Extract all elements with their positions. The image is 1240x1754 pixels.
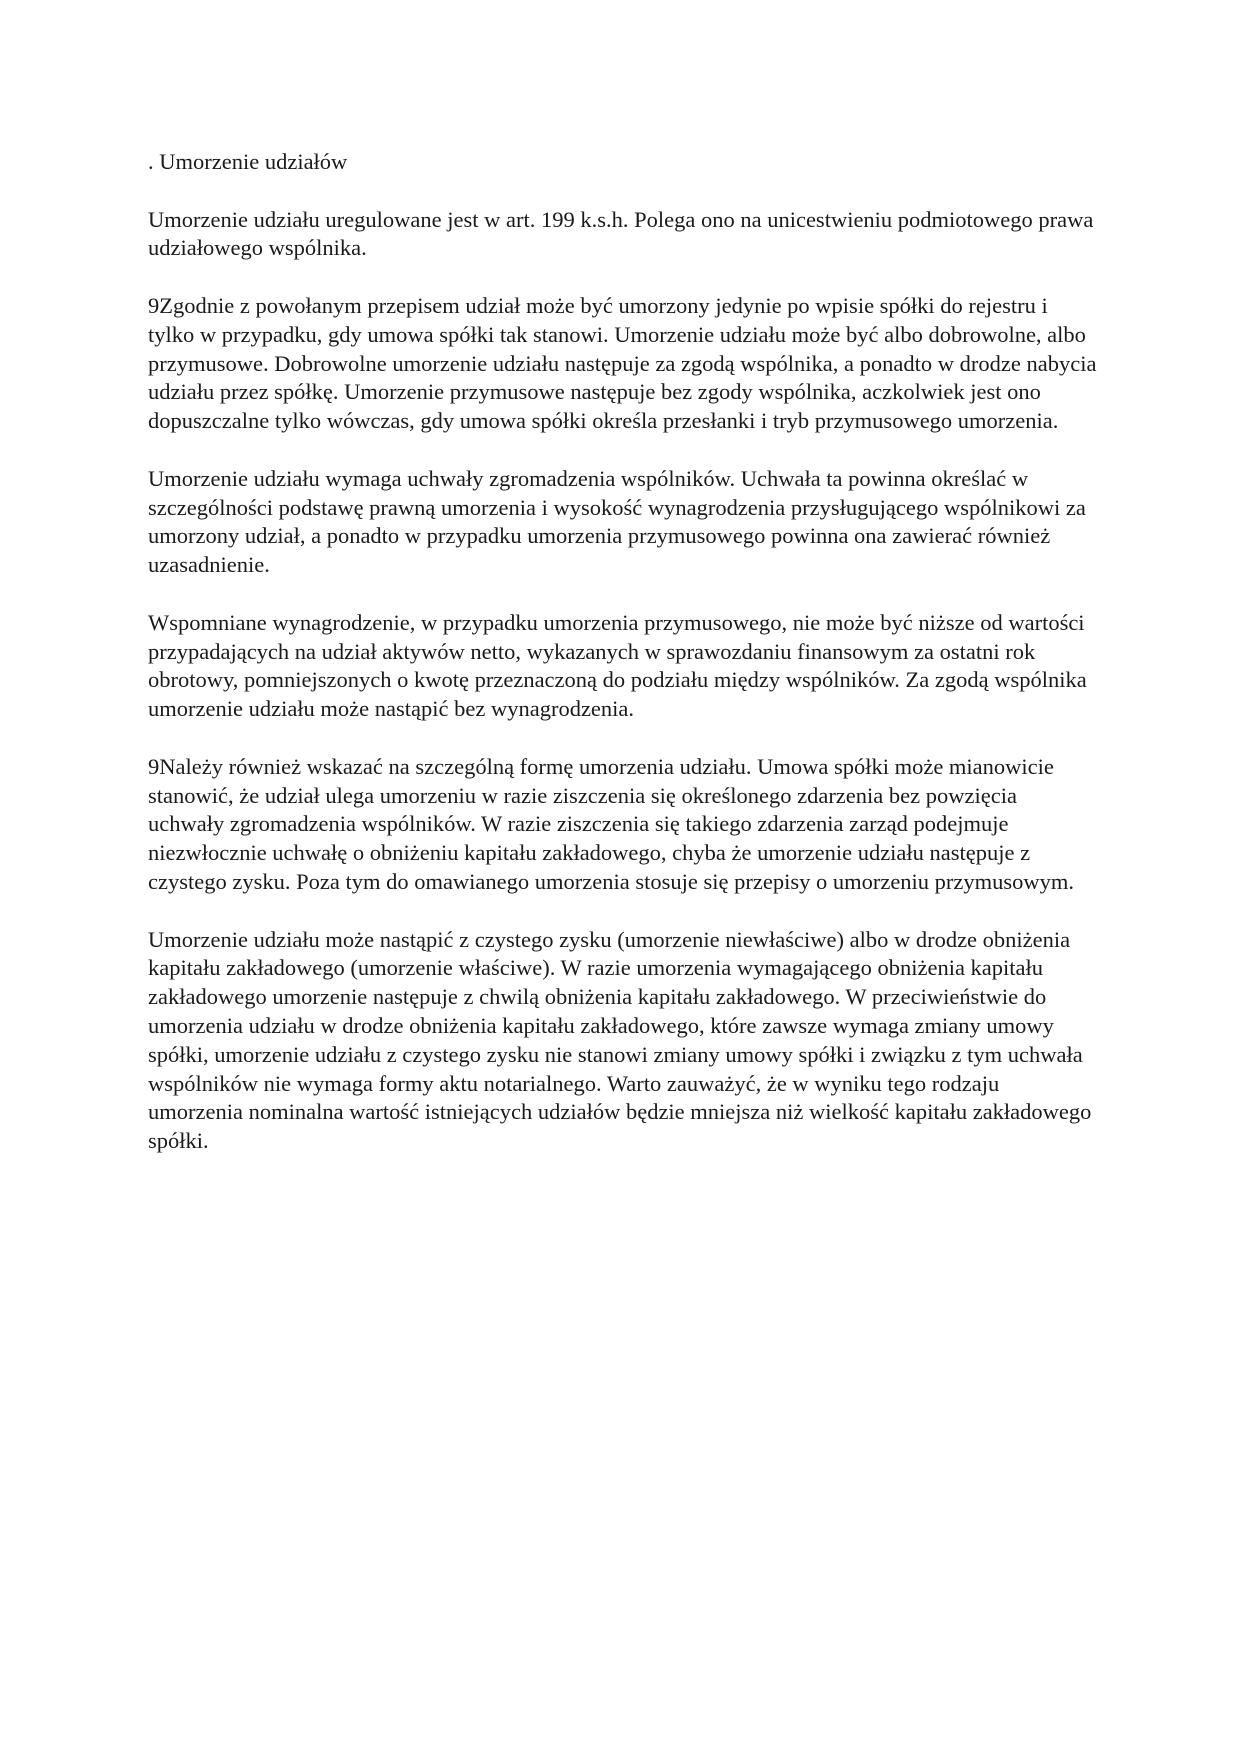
paragraph-3: Umorzenie udziału wymaga uchwały zgromadzenia wspólników. Uchwała ta powinna określać w szczególności podstawę prawną umorzenia i wysokość wynagrodzenia przysługującego wspólnikowi za umorzony udział, a ponadto w przypadku umorzenia przymusowego powinna ona zawierać również uzasadnienie. [148,465,1086,578]
document-body [148,148,1098,1185]
paragraph-2: 9Zgodnie z powołanym przepisem udział może być umorzony jedynie po wpisie spółki do rejestru i tylko w przypadku, gdy umowa spółki tak stanowi. Umorzenie udziału może być albo dobrowolne, albo przymusowe. Dobrowolne umorzenie udziału następuje za zgodą wspólnika, a ponadto w drodze nabycia udziału przez spółkę. Umorzenie przymusowe następuje bez zgody wspólnika, aczkolwiek jest ono dopuszczalne tylko wówczas, gdy umowa spółki określa przesłanki i tryb przymusowego umorzenia. [148,292,1097,434]
document-title: . Umorzenie udziałów [148,149,348,174]
paragraph-6: Umorzenie udziału może nastąpić z czystego zysku (umorzenie niewłaściwe) albo w drodze obniżenia kapitału zakładowego (umorzenie właściwe). W razie umorzenia wymagającego obniżenia kapitału zakładowego umorzenie następuje z chwilą obniżenia kapitału zakładowego. W przeciwieństwie do umorzenia udziału w drodze obniżenia kapitału zakładowego, które zawsze wymaga zmiany umowy spółki, umorzenie udziału z czystego zysku nie stanowi zmiany umowy spółki i związku z tym uchwała wspólników nie wymaga formy aktu notarialnego. Warto zauważyć, że w wyniku tego rodzaju umorzenia nominalna wartość istniejących udziałów będzie mniejsza niż wielkość kapitału zakładowego spółki. [148,926,1092,1154]
paragraph-5: 9Należy również wskazać na szczególną formę umorzenia udziału. Umowa spółki może mianowicie stanowić, że udział ulega umorzeniu w razie ziszczenia się określonego zdarzenia bez powzięcia uchwały zgromadzenia wspólników. W razie ziszczenia się takiego zdarzenia zarząd podejmuje niezwłocznie uchwałę o obniżeniu kapitału zakładowego, chyba że umorzenie udziału następuje z czystego zysku. Poza tym do omawianego umorzenia stosuje się przepisy o umorzeniu przymusowym. [148,753,1075,894]
paragraph-1: Umorzenie udziału uregulowane jest w art. 199 k.s.h. Polega ono na unicestwieniu podmiotowego prawa udziałowego wspólnika. [148,206,1094,261]
paragraph-4: Wspomniane wynagrodzenie, w przypadku umorzenia przymusowego, nie może być niższe od wartości przypadających na udział aktywów netto, wykazanych w sprawozdaniu finansowym za ostatni rok obrotowy, pomniejszonych o kwotę przeznaczoną do podziału między wspólników. Za zgodą wspólnika umorzenie udziału może nastąpić bez wynagrodzenia. [148,609,1087,722]
